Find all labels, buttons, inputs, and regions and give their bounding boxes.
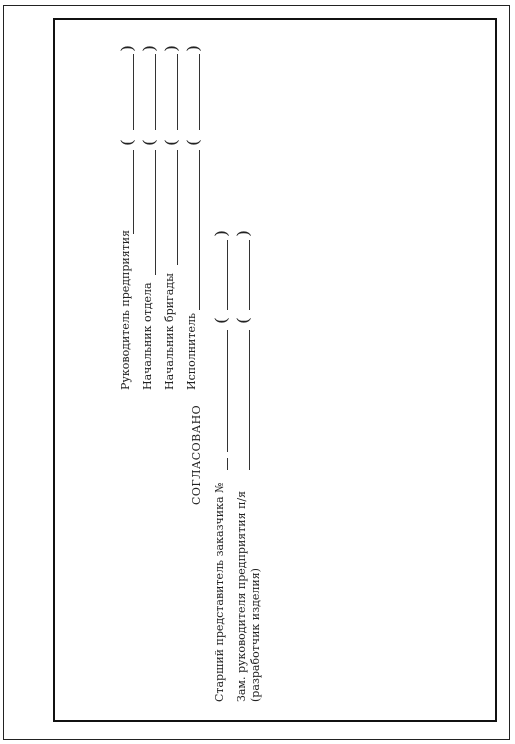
signer-label-team-leader: Начальник бригады [163,273,176,390]
open-paren: ( [212,316,231,324]
close-paren: ) [212,229,231,237]
close-paren: ) [140,44,159,52]
name-line[interactable] [199,54,200,130]
signature-line[interactable] [227,330,228,452]
approval-label-deputy-head: Зам. руководителя предприятия п/я [235,490,248,702]
signature-line[interactable] [199,150,200,310]
open-paren: ( [184,138,203,146]
approval-label-customer-rep: Старший представитель заказчика № [213,482,226,702]
form-frame [53,18,497,722]
open-paren: ( [118,138,137,146]
name-line[interactable] [155,54,156,130]
close-paren: ) [162,44,181,52]
rotated-form-content [55,20,495,720]
signer-label-head-of-enterprise: Руководитель предприятия [119,229,132,390]
signer-label-executor: Исполнитель [185,313,198,390]
signer-label-head-of-department: Начальник отдела [141,282,154,390]
open-paren: ( [162,138,181,146]
close-paren: ) [118,44,137,52]
signature-line[interactable] [177,150,178,265]
close-paren: ) [234,229,253,237]
open-paren: ( [140,138,159,146]
open-paren: ( [234,316,253,324]
number-line[interactable] [227,458,228,470]
signature-line[interactable] [133,150,134,234]
close-paren: ) [184,44,203,52]
name-line[interactable] [133,54,134,130]
approval-note-developer: (разработчик изделия) [249,568,262,702]
signature-line[interactable] [249,330,250,470]
name-line[interactable] [227,240,228,310]
name-line[interactable] [249,240,250,310]
approval-title: СОГЛАСОВАНО [190,404,203,505]
signature-line[interactable] [155,150,156,275]
name-line[interactable] [177,54,178,130]
